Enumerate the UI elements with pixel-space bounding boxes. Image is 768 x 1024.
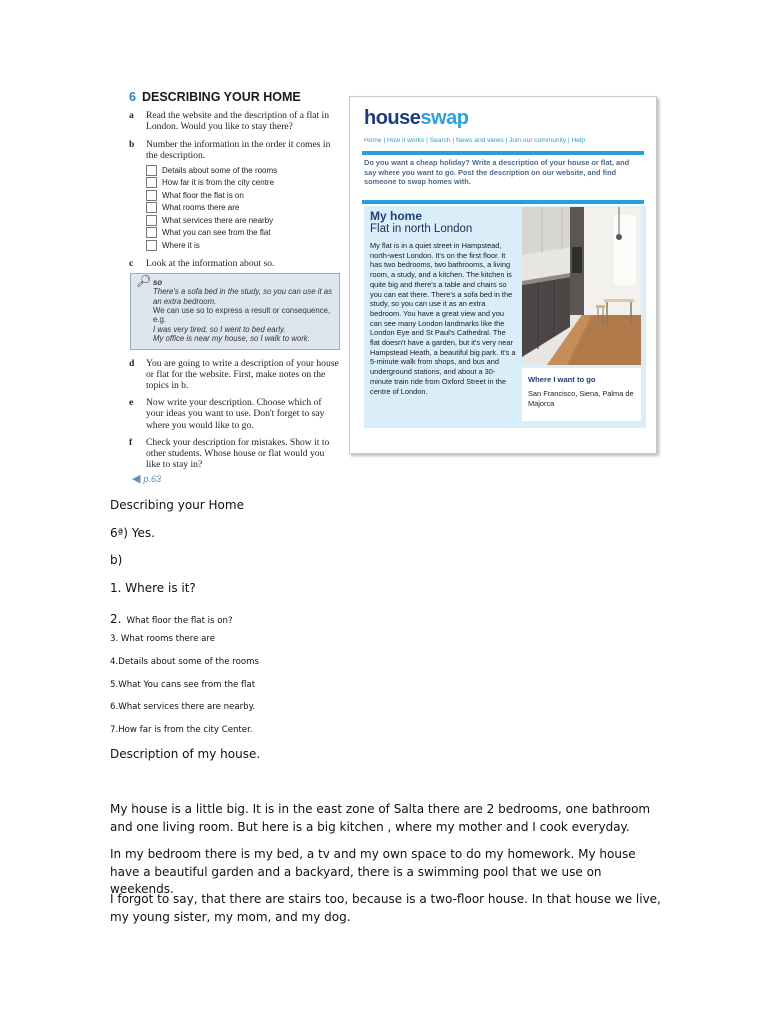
answer-item-4: 4.Details about some of the rooms [110,657,259,667]
answer-item-2-number: 2. [110,612,122,626]
task-text: Check your description for mistakes. Show it to other students. Whose house or flat would you like to stay in? [146,436,330,471]
task-letter: c [129,257,134,269]
destination-box [522,368,641,421]
checklist-label: What services there are nearby [162,215,274,225]
checkbox[interactable] [146,177,157,188]
task-e [126,397,340,431]
logo-house: house [364,107,421,129]
grammar-example: My office is near my house, so I walk to work. [153,334,310,344]
answer-item-6: 6.What services there are nearby. [110,702,256,712]
answer-item-3: 3. What rooms there are [110,634,216,644]
task-text: Now write your description. Choose which of your ideas you want to use. Don't forget to say where you would like to go. [146,397,325,431]
checklist-label: What you can see from the flat [162,228,271,238]
checklist-label: How far it is from the city centre [162,178,275,188]
description-paragraph-1: My house is a little big. It is in the east zone of Salta there are 2 bedrooms, one bathroom and one living room. But here is a big kitchen , where my mother and I cook everyday. [110,802,651,834]
checklist-item [146,239,340,252]
checklist-label: What rooms there are [162,203,240,213]
answers-heading: Describing your Home [110,498,244,512]
section-title [129,92,340,103]
checkbox[interactable] [146,190,157,201]
destination-heading: Where I want to go [528,375,596,384]
task-a [126,110,340,132]
magnifier-icon: 🔎︎ [136,273,152,288]
answer-a: 6ª) Yes. [110,526,155,540]
page-reference-text: p.63 [143,474,161,485]
houseswap-website [349,96,657,454]
checklist-item [146,202,340,215]
checkbox[interactable] [146,240,157,251]
logo-swap: swap [420,107,469,129]
checkbox[interactable] [146,227,157,238]
answer-b-label: b) [110,553,123,567]
task-letter: b [129,138,135,150]
description-heading: Description of my house. [110,747,261,761]
page-reference[interactable] [132,474,340,485]
section-title-text: DESCRIBING YOUR HOME [141,90,301,104]
checkbox[interactable] [146,215,157,226]
task-letter: d [129,357,135,369]
task-c [126,258,340,269]
checklist-item [146,164,340,177]
checklist-item [146,189,340,202]
grammar-note-box [130,273,340,350]
task-letter: a [129,110,134,122]
textbook-exercise [126,92,340,486]
site-logo [364,107,468,130]
task-b [126,139,340,161]
task-text: Read the website and the description of a flat in London. Would you like to stay there? [146,110,330,133]
grammar-explanation: We can use so to express a result or consequence, e.g. [153,305,331,325]
destination-value: San Francisco, Siena, Palma de Majorca [528,389,634,408]
divider-bar [362,200,644,204]
listing-panel [364,206,646,428]
checklist-item [146,177,340,190]
checklist-item [146,227,340,240]
site-intro: Do you want a cheap holiday? Write a description of your house or flat, and say where you want to go. Post the description on our website, and find someone to swap homes with. [364,158,630,187]
task-f [126,437,340,471]
answer-item-5: 5.What You cans see from the flat [110,680,256,690]
panel-title: My home [370,209,423,223]
task-text: Number the information in the order it comes in the description. [146,138,331,161]
task-text: You are going to write a description of your house or flat for the website. First, make notes on the topics in b. [146,357,339,391]
task-letter: e [129,397,134,409]
answer-item-2 [110,608,233,627]
panel-subtitle: Flat in north London [370,223,473,235]
checkbox[interactable] [146,165,157,176]
grammar-example: There's a sofa bed in the study, so you can use it as an extra bedroom. [153,287,333,306]
answer-item-2-text: What floor the flat is on? [126,616,233,626]
grammar-note-heading: so [153,277,163,287]
grammar-example: I was very tired, so I went to bed early. [153,324,286,334]
divider-bar [362,151,644,155]
kitchen-photo [522,207,641,365]
checklist-label: Details about some of the rooms [162,165,278,175]
description-paragraph-3: I forgot to say, that there are stairs too, because is a two-floor house. In that house we live, my young sister, my mom, and my dog. [110,892,661,924]
answer-item-1: 1. Where is it? [110,581,196,595]
answer-item-7: 7.How far is from the city Center. [110,725,253,735]
checklist-item [146,214,340,227]
checkbox[interactable] [146,202,157,213]
listing-description: My flat is in a quiet street in Hampstead, north-west London. It's on the first floor. It has two bedrooms, two bathrooms, a living room, a study, and a kitchen. The kitchen is quite big and there's a table and chairs so you can eat there. There's a sofa bed in the study, so you can use it as an extra bedroom. You have a great view and you can see many London landmarks like the London Eye and St Paul's Cathedral. The flat doesn't have a garden, but it's very near Hampstead Heath, a beautiful big park. It's a 5-minute walk from shops, and bus and underground stations, and about a 30-minute train ride from Oxford Street in the centre of London. [370,241,516,396]
arrow-left-icon: ◀ [132,473,141,486]
description-paragraph-2: In my bedroom there is my bed, a tv and my own space to do my homework. My house have a beautiful garden and a backyard, there is a swimming pool that we use on weekends. [110,847,636,896]
task-d [126,358,340,392]
order-checklist [146,164,340,252]
site-nav[interactable]: Home | How it works | Search | News and views | Join our community | Help [364,137,586,144]
section-number: 6 [129,90,136,104]
checklist-label: Where it is [162,240,200,250]
checklist-label: What floor the flat is on [162,190,244,200]
task-letter: f [129,436,133,448]
task-text: Look at the information about so. [146,257,275,269]
